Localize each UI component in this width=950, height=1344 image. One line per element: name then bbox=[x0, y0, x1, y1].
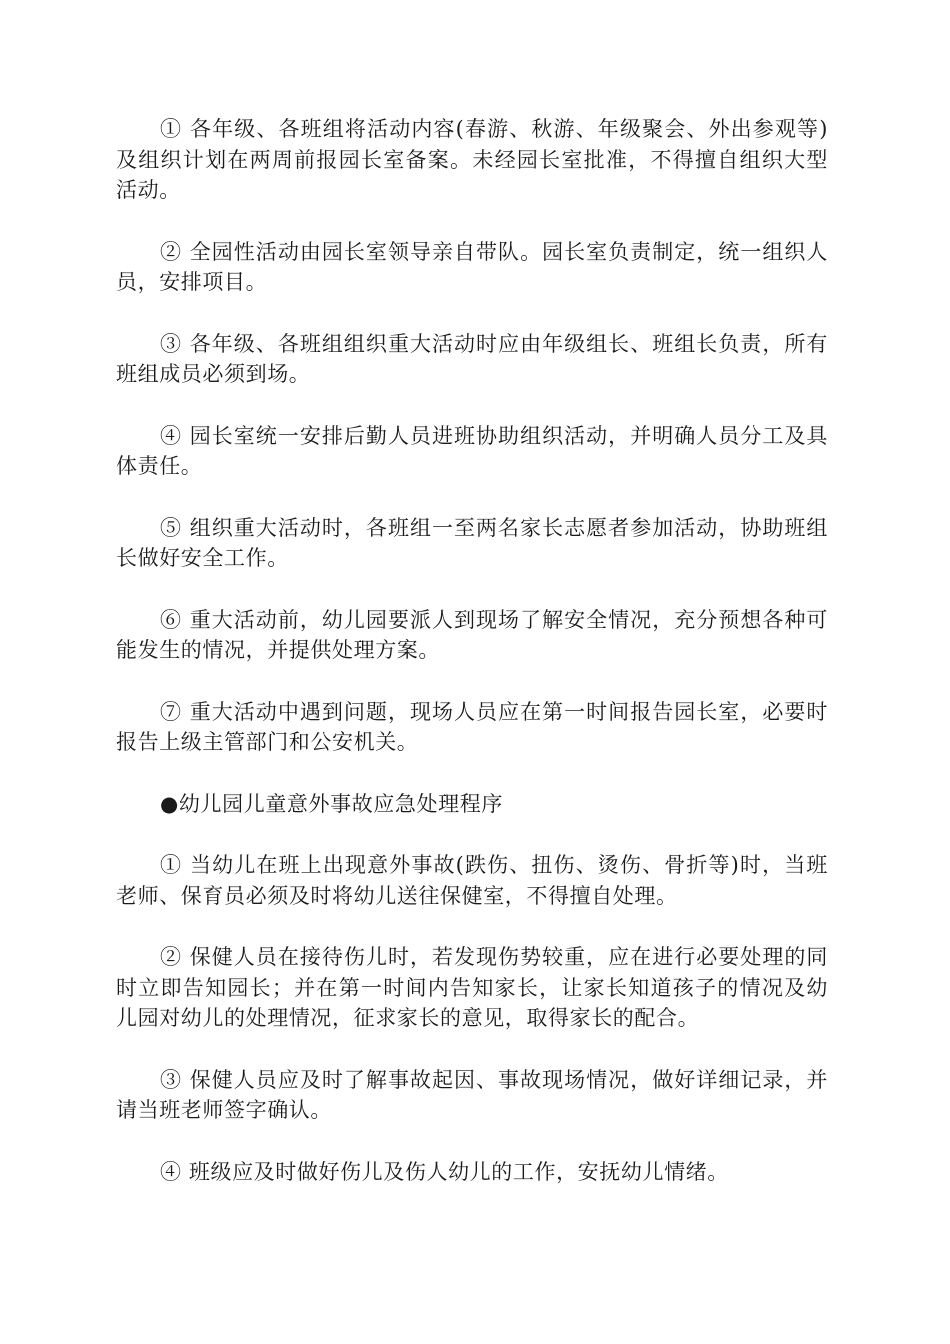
paragraph-logistics-assistance: ④ 园长室统一安排后勤人员进班协助组织活动，并明确人员分工及具体责任。 bbox=[116, 423, 828, 478]
paragraph-record-details: ③ 保健人员应及时了解事故起因、事故现场情况，做好详细记录，并请当班老师签字确认。 bbox=[116, 1067, 828, 1122]
paragraph-activity-plan-filing: ① 各年级、各班组将活动内容(春游、秋游、年级聚会、外出参观等)及组织计划在两周前报园长室备案。未经园长室批准，不得擅自组织大型活动。 bbox=[116, 117, 828, 202]
paragraph-comfort-children: ④ 班级应及时做好伤儿及伤人幼儿的工作，安抚幼儿情绪。 bbox=[160, 1159, 729, 1184]
document-body bbox=[116, 114, 828, 1218]
paragraph-leadership-escort: ② 全园性活动由园长室领导亲自带队。园长室负责制定，统一组织人员，安排项目。 bbox=[116, 239, 828, 294]
paragraph-site-inspection: ⑥ 重大活动前，幼儿园要派人到现场了解安全情况，充分预想各种可能发生的情况，并提供处理方案。 bbox=[116, 607, 828, 662]
paragraph-notify-director-parents: ② 保健人员在接待伤儿时，若发现伤势较重，应在进行必要处理的同时立即告知园长；并在第一时间内告知家长，让家长知道孩子的情况及幼儿园对幼儿的处理情况，征求家长的意见，取得家长的配合。 bbox=[116, 945, 828, 1030]
paragraph-incident-reporting: ⑦ 重大活动中遇到问题，现场人员应在第一时间报告园长室，必要时报告上级主管部门和公安机关。 bbox=[116, 699, 828, 754]
paragraph-parent-volunteers: ⑤ 组织重大活动时，各班组一至两名家长志愿者参加活动，协助班组长做好安全工作。 bbox=[116, 515, 828, 570]
paragraph-send-to-clinic: ① 当幼儿在班上出现意外事故(跌伤、扭伤、烫伤、骨折等)时，当班老师、保育员必须及时将幼儿送往保健室，不得擅自处理。 bbox=[116, 853, 828, 908]
paragraph-group-leader-responsibility: ③ 各年级、各班组组织重大活动时应由年级组长、班组长负责，所有班组成员必须到场。 bbox=[116, 331, 828, 386]
section-heading-accident-procedure: ●幼儿园儿童意外事故应急处理程序 bbox=[160, 791, 503, 816]
